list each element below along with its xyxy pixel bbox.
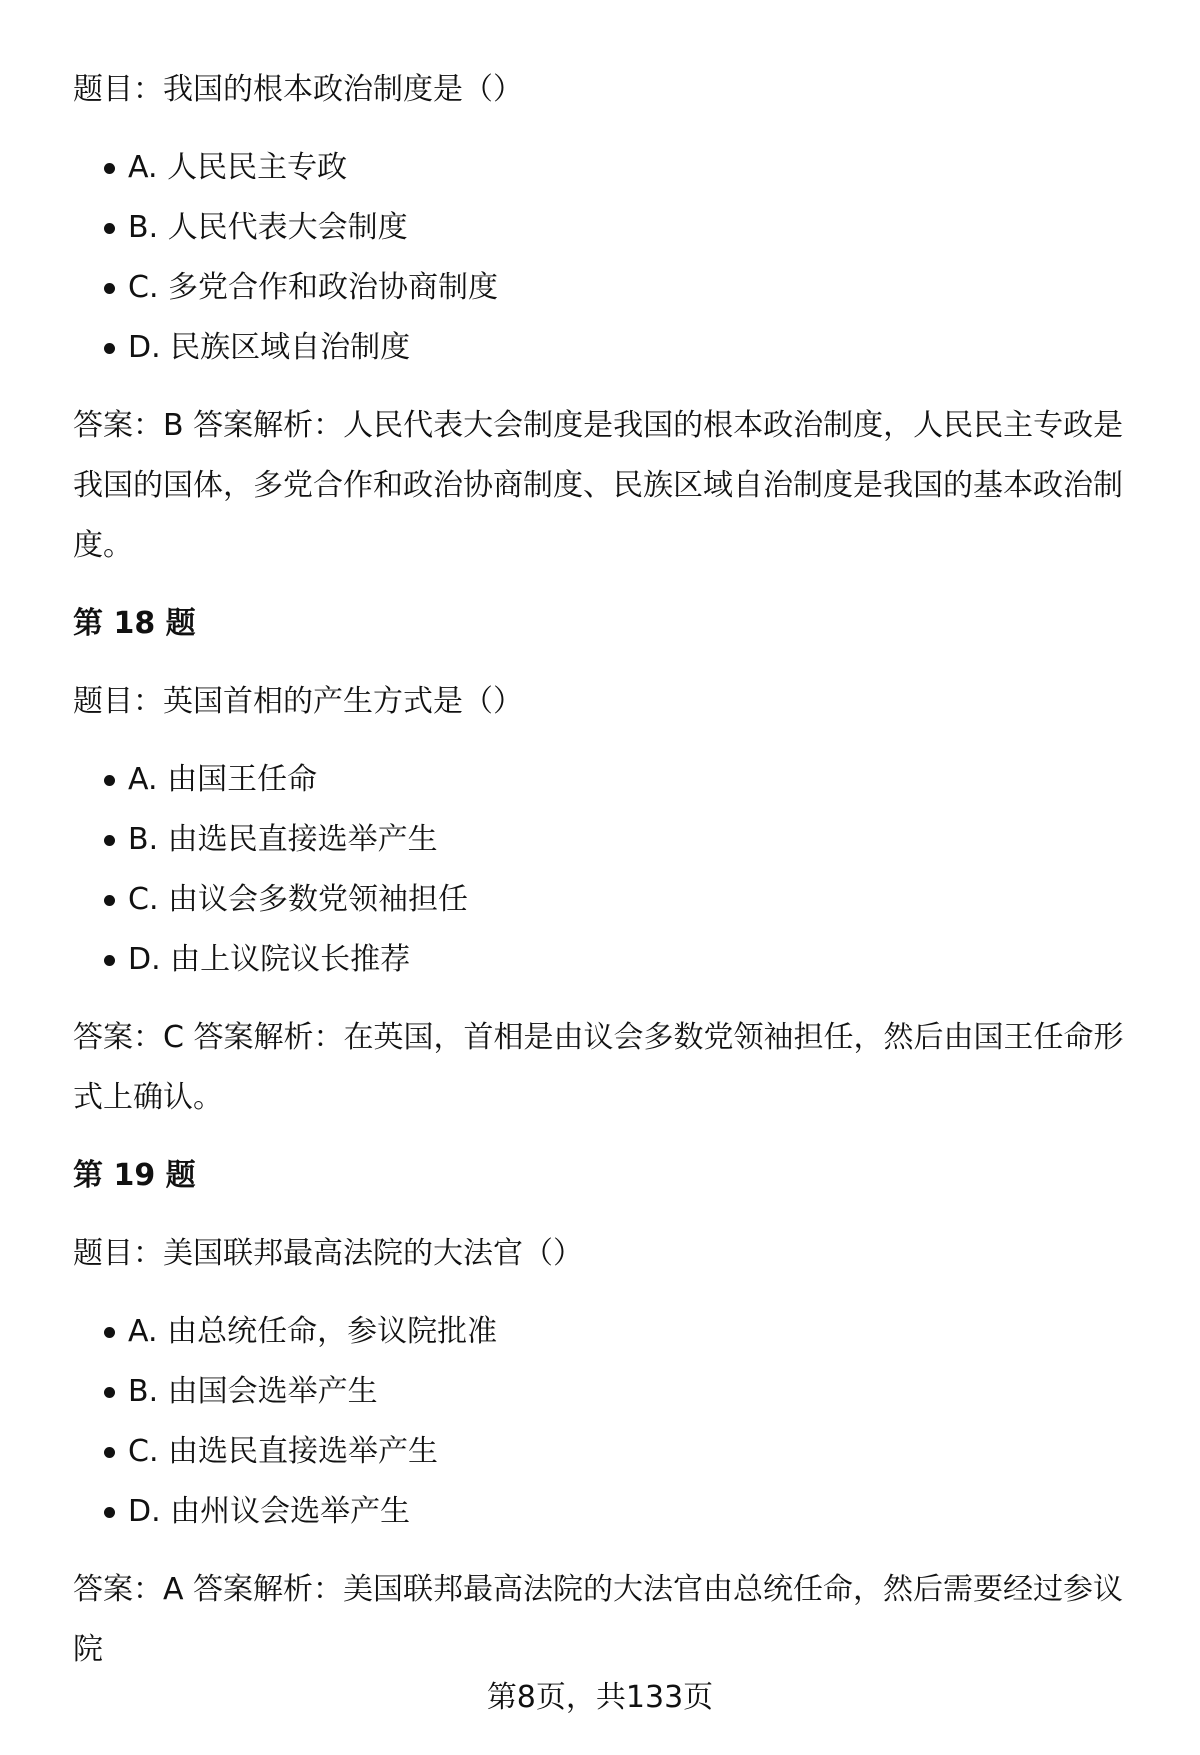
bullet-icon — [104, 1327, 115, 1338]
bullet-icon — [104, 895, 115, 906]
page-number-footer: 第8页，共133页 — [486, 1680, 714, 1715]
option-label: C. 由选民直接选举产生 — [128, 1434, 439, 1469]
question-19-text: 题目：美国联邦最高法院的大法官（） — [73, 1236, 583, 1271]
option-label: B. 由国会选举产生 — [128, 1374, 378, 1409]
option-label: B. 由选民直接选举产生 — [128, 822, 438, 857]
option-item — [73, 318, 1153, 378]
question-18-text: 题目：英国首相的产生方式是（） — [73, 684, 523, 719]
bullet-icon — [104, 343, 115, 354]
bullet-icon — [104, 835, 115, 846]
option-item — [73, 750, 1153, 810]
option-item — [73, 1422, 1153, 1482]
option-label: D. 由州议会选举产生 — [128, 1494, 411, 1529]
option-label: C. 多党合作和政治协商制度 — [128, 270, 499, 305]
option-label: D. 民族区域自治制度 — [128, 330, 411, 365]
option-label: B. 人民代表大会制度 — [128, 210, 408, 245]
option-item — [73, 810, 1153, 870]
option-item — [73, 930, 1153, 990]
option-label: D. 由上议院议长推荐 — [128, 942, 411, 977]
page-content — [73, 60, 1153, 1698]
option-label: A. 由总统任命，参议院批准 — [128, 1314, 498, 1349]
question-18-options — [73, 750, 1153, 990]
bullet-icon — [104, 1387, 115, 1398]
bullet-icon — [104, 1447, 115, 1458]
option-item — [73, 1362, 1153, 1422]
question-18-answer: 答案：C 答案解析：在英国，首相是由议会多数党领袖担任，然后由国王任命形式上确认。 — [73, 1020, 1124, 1115]
bullet-icon — [104, 163, 115, 174]
bullet-icon — [104, 283, 115, 294]
option-label: C. 由议会多数党领袖担任 — [128, 882, 469, 917]
question-19-options — [73, 1302, 1153, 1542]
option-item — [73, 258, 1153, 318]
bullet-icon — [104, 1507, 115, 1518]
option-item — [73, 138, 1153, 198]
question-17-answer: 答案：B 答案解析：人民代表大会制度是我国的根本政治制度，人民民主专政是我国的国体，多党合作和政治协商制度、民族区域自治制度是我国的基本政治制度。 — [73, 408, 1124, 563]
bullet-icon — [104, 223, 115, 234]
question-17-text: 题目：我国的根本政治制度是（） — [73, 72, 523, 107]
option-item — [73, 870, 1153, 930]
bullet-icon — [104, 955, 115, 966]
question-19-heading: 第 19 题 — [73, 1158, 196, 1193]
option-label: A. 由国王任命 — [128, 762, 318, 797]
bullet-icon — [104, 775, 115, 786]
option-label: A. 人民民主专政 — [128, 150, 348, 185]
question-17-options — [73, 138, 1153, 378]
option-item — [73, 1302, 1153, 1362]
option-item — [73, 198, 1153, 258]
option-item — [73, 1482, 1153, 1542]
question-18-heading: 第 18 题 — [73, 606, 196, 641]
question-19-answer: 答案：A 答案解析：美国联邦最高法院的大法官由总统任命，然后需要经过参议院 — [73, 1572, 1124, 1667]
